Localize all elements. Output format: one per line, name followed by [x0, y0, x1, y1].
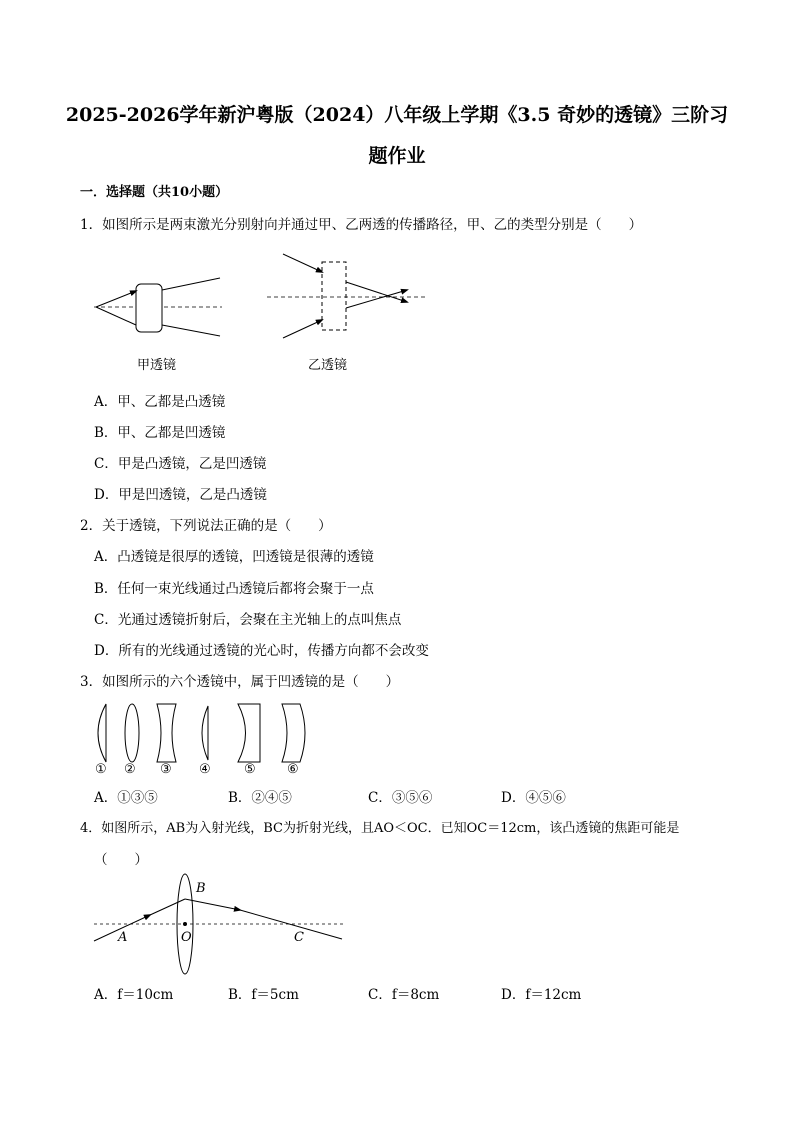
q2-option-a[interactable]: A．凸透镜是很厚的透镜，凹透镜是很薄的透镜	[94, 549, 374, 565]
q2-option-d[interactable]: D．所有的光线通过透镜的光心时，传播方向都不会改变	[94, 643, 429, 659]
q3-lens-figure	[88, 700, 318, 766]
q1-option-b[interactable]: B．甲、乙都是凹透镜	[94, 425, 226, 441]
q4-stem-cont: （ ）	[94, 852, 148, 868]
q2-option-c[interactable]: C．光通过透镜折射后，会聚在主光轴上的点叫焦点	[94, 612, 402, 628]
q4-label-o: O	[181, 930, 192, 945]
q1-figure-jia	[92, 250, 224, 342]
q3-lens-label-3: ③	[160, 762, 172, 777]
q1-caption-yi: 乙透镜	[308, 358, 348, 373]
q4-figure	[90, 872, 350, 978]
q2-stem: 2．关于透镜，下列说法正确的是（ ）	[80, 518, 332, 534]
q3-lens-label-5: ⑤	[244, 762, 256, 777]
page-title-line1: 2025-2026学年新沪粤版（2024）八年级上学期《3.5 奇妙的透镜》三阶习	[65, 104, 729, 126]
section-heading: 一．选择题（共10小题）	[80, 185, 229, 200]
q4-option-b[interactable]: B．f＝5cm	[228, 987, 299, 1003]
q3-option-b[interactable]: B．②④⑤	[228, 790, 292, 806]
q3-lens-label-1: ①	[95, 762, 107, 777]
q3-lens-label-2: ②	[124, 762, 136, 777]
q4-stem: 4．如图所示，AB为入射光线，BC为折射光线，且AO＜OC．已知OC＝12cm，该凸透镜的焦距可能是	[80, 821, 680, 836]
q4-option-d[interactable]: D．f＝12cm	[501, 987, 582, 1003]
q1-figure-yi	[265, 250, 430, 342]
q4-option-a[interactable]: A．f＝10cm	[94, 987, 174, 1003]
page-title-line2: 题作业	[368, 145, 426, 167]
q2-option-b[interactable]: B．任何一束光线通过凸透镜后都将会聚于一点	[94, 581, 374, 597]
q3-option-a[interactable]: A．①③⑤	[94, 790, 158, 806]
q1-stem: 1．如图所示是两束激光分别射向并通过甲、乙两透的传播路径，甲、乙的类型分别是（ ）	[80, 217, 643, 233]
q3-option-d[interactable]: D．④⑤⑥	[501, 790, 566, 806]
q1-option-a[interactable]: A．甲、乙都是凸透镜	[94, 394, 226, 410]
q3-option-c[interactable]: C．③⑤⑥	[368, 790, 433, 806]
q1-caption-jia: 甲透镜	[137, 358, 177, 373]
q4-label-c: C	[294, 930, 304, 945]
q3-stem: 3．如图所示的六个透镜中，属于凹透镜的是（ ）	[80, 674, 400, 690]
q4-label-b: B	[196, 881, 206, 896]
q3-lens-label-6: ⑥	[287, 762, 299, 777]
q1-option-c[interactable]: C．甲是凸透镜，乙是凹透镜	[94, 456, 267, 472]
q4-option-c[interactable]: C．f＝8cm	[368, 987, 440, 1003]
q1-option-d[interactable]: D．甲是凹透镜，乙是凸透镜	[94, 487, 267, 503]
q4-label-a: A	[118, 930, 128, 945]
q3-lens-label-4: ④	[199, 762, 211, 777]
